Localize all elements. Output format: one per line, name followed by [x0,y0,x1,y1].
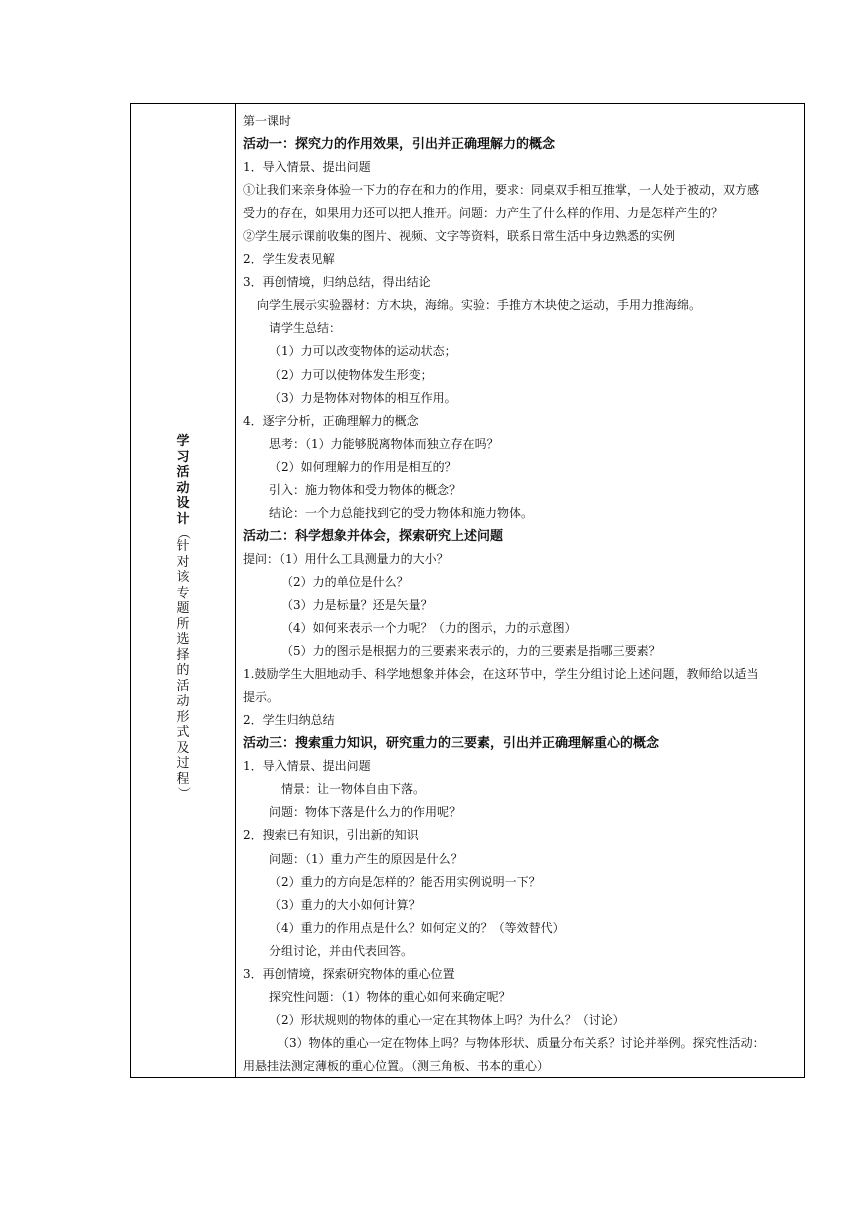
label-char: 针 [176,539,190,554]
content-line: 引入：施力物体和受力物体的概念？ [269,482,462,497]
content-line: 思考：（1）力能够脱离物体而独立存在吗？ [269,436,499,451]
activity-heading: 活动一：探究力的作用效果，引出并正确理解力的概念 [243,137,556,153]
content-line: 请学生总结： [269,321,342,336]
label-char: 专 [176,585,190,601]
content-line: 提示。 [243,690,280,705]
content-line: （3）力是标量？还是矢量？ [281,597,433,612]
label-char: 题 [176,601,190,616]
label-char: 动 [176,694,190,709]
content-line: 3．再创情境，探索研究物体的重心位置 [243,966,455,981]
content-line: （2）形状规则的物体的重心一定在其物体上吗？为什么？（讨论） [269,1012,625,1027]
content-line: 用悬挂法测定薄板的重心位置。（测三角板、书本的重心） [243,1058,550,1073]
label-char: 该 [176,570,190,585]
content-line: 1．导入情景、提出问题 [243,160,371,175]
content-line: 1.鼓励学生大胆地动手、科学地想象并体会，在这环节中，学生分组讨论上述问题，教师给以适当 [243,667,759,682]
label-char: 设 [176,496,190,511]
label-char: 习 [176,449,190,465]
content-line: 探究性问题：（1）物体的重心如何来确定呢？ [269,989,511,1004]
content-line: （2）如何理解力的作用是相互的？ [269,459,457,474]
content-line: （2）力的单位是什么？ [281,574,409,589]
label-paren-open: （ [175,526,191,540]
activity-heading: 活动二：科学想象并体会，探索研究上述问题 [243,528,504,544]
content-line: 情景：让一物体自由下落。 [281,782,426,797]
activity-content-cell [243,110,799,1078]
label-char: 所 [176,616,190,632]
content-line: 3．再创情境，归纳总结，得出结论 [243,275,431,290]
label-char: 学 [176,434,190,449]
content-line: 分组讨论，并由代表回答。 [269,943,414,958]
label-char: 程 [176,771,190,787]
label-char: 择 [176,647,190,663]
content-line: （4）重力的作用点是什么？如何定义的？（等效替代） [269,920,565,935]
content-line: （3）物体的重心一定在物体上吗？与物体形状、质量分布关系？讨论并举例。探究性活动： [277,1035,765,1050]
section-label-cell [131,104,236,1077]
activity-heading: 活动三：搜索重力知识，研究重力的三要素，引出并正确理解重心的概念 [243,736,660,752]
label-char: 式 [176,725,190,740]
content-line: （3）力是物体对物体的相互作用。 [269,390,457,405]
content-line: 2．学生归纳总结 [243,713,335,728]
content-line: （5）力的图示是根据力的三要素来表示的，力的三要素是指哪三要素？ [281,644,661,659]
content-line: 2．搜索已有知识，引出新的知识 [243,828,419,843]
content-line: 问题：（1）重力产生的原因是什么？ [269,851,463,866]
content-line: （3）重力的大小如何计算？ [269,897,421,912]
label-char: 对 [176,554,190,570]
content-line: 向学生展示实验器材：方木块，海绵。实验：手推方木块使之运动，手用力推海绵。 [257,298,702,313]
content-line: （4）如何来表示一个力呢？（力的图示，力的示意图） [281,621,577,636]
label-char: 活 [176,678,190,694]
content-line: 提问：（1）用什么工具测量力的大小？ [243,551,449,566]
label-char: 计 [176,511,190,527]
label-char: 活 [176,465,190,480]
label-paren-close: ） [175,786,191,800]
section-label-vertical [173,434,193,799]
label-char: 动 [176,480,190,496]
label-char: 的 [176,663,190,678]
content-line: 4．逐字分析，正确理解力的概念 [243,413,419,428]
content-line: ②学生展示课前收集的图片、视频、文字等资料，联系日常生活中身边熟悉的实例 [243,229,676,244]
content-line: （2）力可以使物体发生形变； [269,367,433,382]
content-line: ①让我们来亲身体验一下力的存在和力的作用，要求：同桌双手相互推掌，一人处于被动，双方感 [243,183,760,198]
content-line: （1）力可以改变物体的运动状态； [269,344,457,359]
content-line: （2）重力的方向是怎样的？能否用实例说明一下？ [269,874,541,889]
lesson-design-table [130,103,805,1078]
content-line: 结论：一个力总能找到它的受力物体和施力物体。 [269,505,534,520]
label-char: 过 [176,756,190,771]
label-char: 及 [176,740,190,756]
label-char: 形 [176,709,190,725]
content-line: 问题：物体下落是什么力的作用呢？ [269,805,462,820]
label-char: 选 [176,632,190,647]
content-line: 第一课时 [243,114,292,128]
content-line: 1．导入情景、提出问题 [243,759,371,774]
content-line: 受力的存在，如果用力还可以把人推开。问题：力产生了什么样的作用、力是怎样产生的？ [243,206,724,221]
content-line: 2．学生发表见解 [243,252,335,267]
